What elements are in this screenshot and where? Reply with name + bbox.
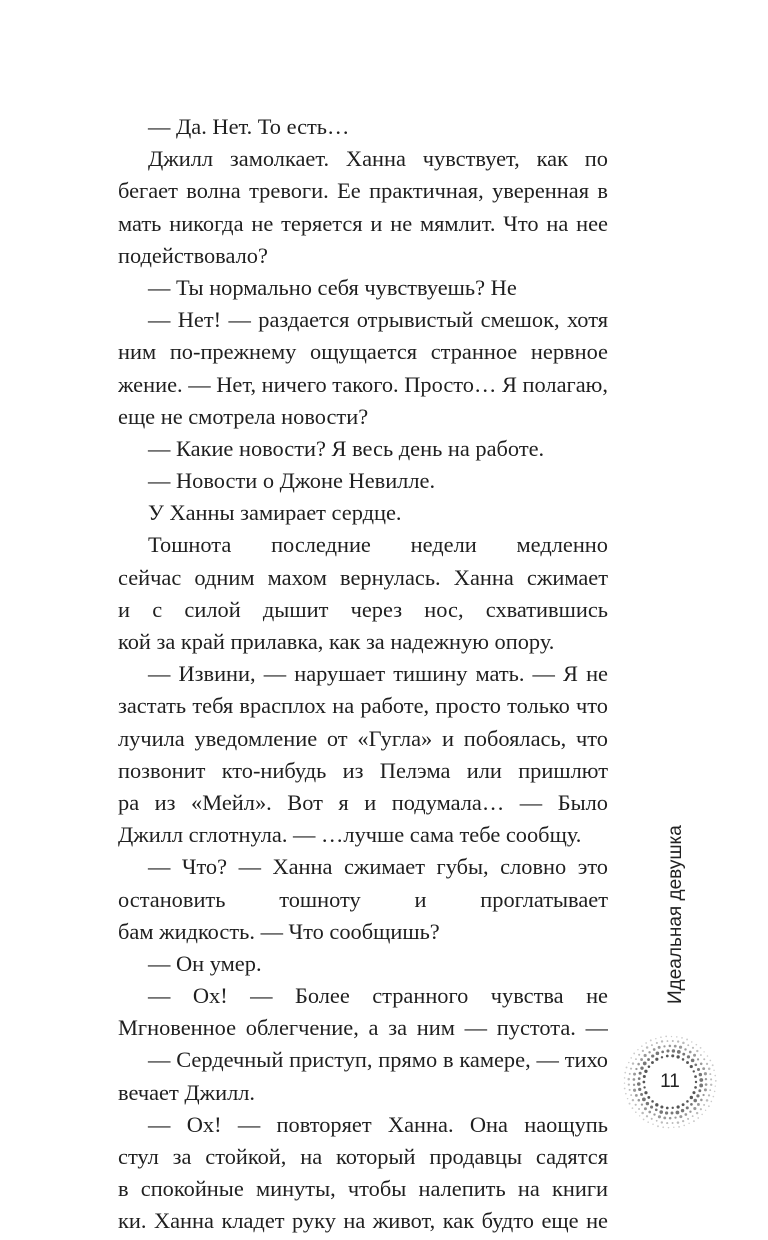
text-line: — Нет! — раздается отрывистый смешок, хотя — [148, 307, 608, 333]
text-line: застать тебя врасплох на работе, просто только что — [118, 693, 608, 719]
text-line: вечает Джилл. — [118, 1079, 256, 1105]
text-line: мать никогда не теряется и не мямлит. Что на нее — [118, 210, 608, 236]
text-line: — Что? — Ханна сжимает губы, словно это — [148, 854, 608, 880]
text-line: — Ты нормально себя чувствуешь? Не — [148, 274, 517, 300]
text-line: ра из «Мейл». Вот я и подумала… — Было — [118, 789, 608, 815]
running-title: Идеальная девушка — [665, 825, 686, 1005]
text-line: ним по-прежнему ощущается странное нервное — [118, 339, 608, 365]
text-line: жение. — Нет, ничего такого. Просто… Я полагаю, — [118, 371, 608, 397]
page-number-badge — [622, 1034, 718, 1130]
text-line: Джилл замолкает. Ханна чувствует, как по — [148, 146, 608, 172]
text-line: — Ох! — Более странного чувства не — [148, 983, 608, 1009]
text-line: лучила уведомление от «Гугла» и побоялась, что — [118, 725, 608, 751]
body-text — [118, 111, 608, 1240]
text-line: — Новости о Джоне Невилле. — [148, 468, 436, 494]
text-line: ки. Ханна кладет руку на живот, как будто еще не — [118, 1208, 608, 1234]
page-number: 11 — [660, 1071, 680, 1092]
text-line: бегает волна тревоги. Ее практичная, уверенная в — [118, 178, 608, 204]
text-line: в спокойные минуты, чтобы налепить на книги — [118, 1176, 608, 1202]
text-line: остановить тошноту и проглатывает — [118, 886, 608, 912]
text-line: — Извини, — нарушает тишину мать. — Я не — [148, 661, 608, 687]
text-line: — Сердечный приступ, прямо в камере, — тихо — [148, 1047, 608, 1073]
text-line: — Он умер. — [148, 950, 262, 976]
text-line: кой за край прилавка, как за надежную опору. — [118, 629, 555, 654]
text-line: У Ханны замирает сердце. — [148, 500, 402, 526]
text-line: Джилл сглотнула. — …лучше сама тебе сообщу. — [118, 822, 582, 848]
text-line: Тошнота последние недели медленно — [148, 532, 608, 558]
text-line: позвонит кто-нибудь из Пелэма или пришлют — [118, 757, 608, 783]
text-line: еще не смотрела новости? — [118, 403, 369, 429]
text-line: — Какие новости? Я весь день на работе. — [148, 435, 545, 461]
text-line: стул за стойкой, на который продавцы садятся — [118, 1144, 608, 1169]
text-line: сейчас одним махом вернулась. Ханна сжимает — [118, 564, 608, 590]
text-line: Мгновенное облегчение, а за ним — пустота. — — [118, 1015, 608, 1041]
text-line: — Ох! — повторяет Ханна. Она наощупь — [148, 1111, 608, 1137]
text-line: бам жидкость. — Что сообщишь? — [118, 918, 440, 944]
text-line: — Да. Нет. То есть… — [148, 114, 350, 139]
text-line: подействовало? — [118, 242, 268, 268]
text-line: и с силой дышит через нос, схватившись — [118, 596, 608, 622]
